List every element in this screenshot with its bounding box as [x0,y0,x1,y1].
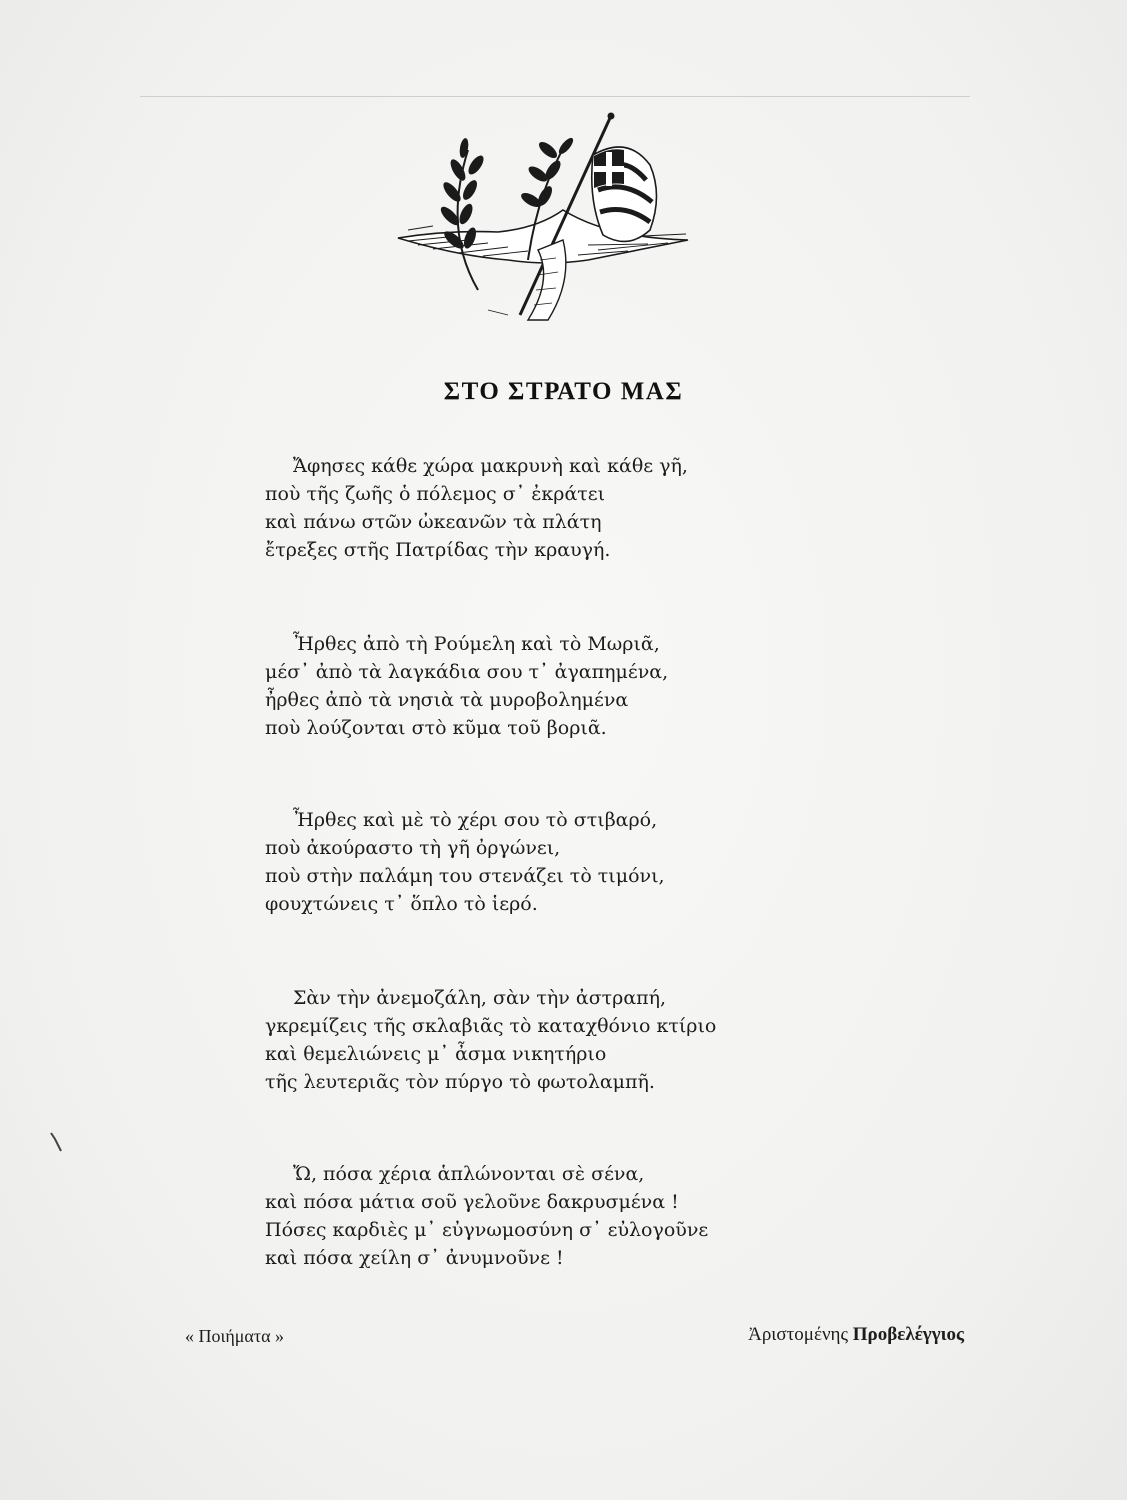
poem-line: ἔτρεξες στῆς Πατρίδας τὴν κραυγή. [265,539,611,561]
poem-line: γκρεμίζεις τῆς σκλαβιᾶς τὸ καταχθόνιο κτίριο [265,1015,717,1037]
laurel-wreath-and-greek-flag-icon [388,110,698,325]
stanza-1 [265,452,865,564]
poem-line: Ὤ, πόσα χέρια ἁπλώνονται σὲ σένα, [293,1163,645,1185]
poem-line: Ἦρθες ἀπὸ τὴ Ρούμελη καὶ τὸ Μωριᾶ, [293,633,660,655]
stanza-3 [265,806,865,918]
author-name [748,1324,964,1346]
poem-title: ΣΤΟ ΣΤΡΑΤΟ ΜΑΣ [443,378,684,405]
poem-line: φουχτώνεις τ᾿ ὅπλο τὸ ἱερό. [265,893,538,915]
stanza-4 [265,984,865,1096]
poem-line: καὶ πόσα χείλη σ᾿ ἀνυμνοῦνε ! [265,1247,564,1269]
poem-line: μέσ᾿ ἀπὸ τὰ λαγκάδια σου τ᾿ ἀγαπημένα, [265,661,669,683]
poem-line: καὶ θεμελιώνεις μ᾿ ἆσμα νικητήριο [265,1043,607,1065]
poem-line: Ἄφησες κάθε χώρα μακρυνὴ καὶ κάθε γῆ, [293,455,688,477]
poem-line: τῆς λευτεριᾶς τὸν πύργο τὸ φωτολαμπῆ. [265,1071,655,1093]
author-first-name: Ἀριστομένης [748,1324,849,1345]
source-citation: « Ποιήματα » [185,1326,284,1346]
header-rule [140,96,970,97]
author-last-name: Προβελέγγιος [852,1324,964,1345]
poem-line: Πόσες καρδιὲς μ᾿ εὐγνωμοσύνη σ᾿ εὐλογοῦνε [265,1219,709,1241]
ink-speck-icon [49,1131,63,1153]
poem-line: ποὺ τῆς ζωῆς ὁ πόλεμος σ᾿ ἐκράτει [265,483,606,505]
poem-line: Σὰν τὴν ἀνεμοζάλη, σὰν τὴν ἀστραπή, [293,987,667,1009]
poem-line: ποὺ λούζονται στὸ κῦμα τοῦ βοριᾶ. [265,717,607,739]
stanza-2 [265,630,865,742]
stanza-5 [265,1160,865,1272]
poem-line: Ἦρθες καὶ μὲ τὸ χέρι σου τὸ στιβαρό, [293,809,658,831]
poem-line: ποὺ στὴν παλάμη του στενάζει τὸ τιμόνι, [265,865,665,887]
poem-line: καὶ πόσα μάτια σοῦ γελοῦνε δακρυσμένα ! [265,1191,679,1213]
poem-line: καὶ πάνω στῶν ὠκεανῶν τὰ πλάτη [265,511,602,533]
poem-line: ἦρθες ἀπὸ τὰ νησιὰ τὰ μυροβολημένα [265,689,629,711]
poem-line: ποὺ ἀκούραστο τὴ γῆ ὀργώνει, [265,837,561,859]
